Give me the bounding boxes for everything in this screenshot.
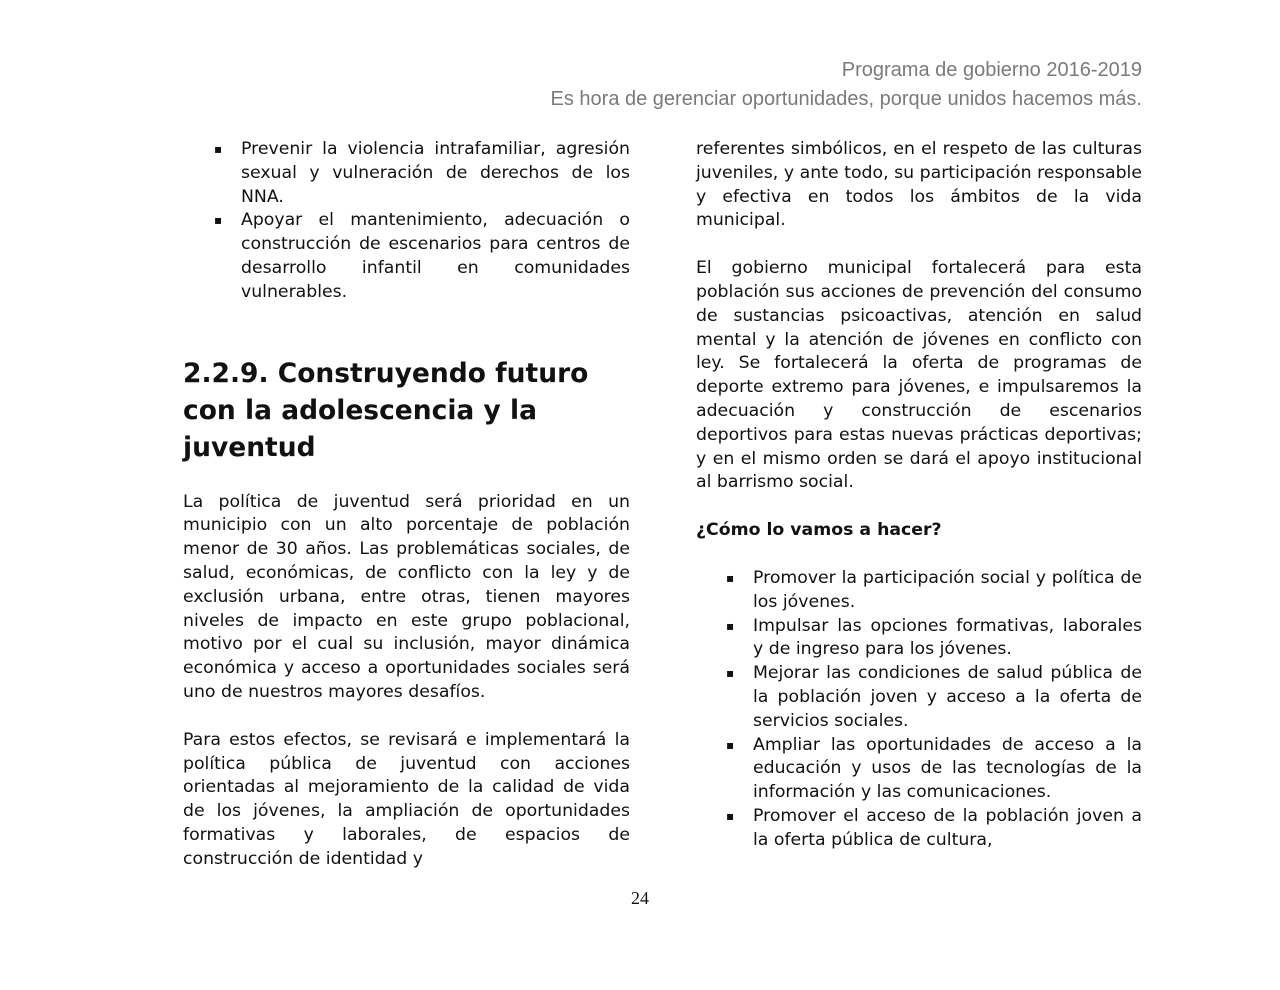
body-paragraph: La política de juventud será prioridad en un municipio con un alto porcentaje de población menor de 30 años. Las problemáticas sociales, de salud, económicas, de conflicto con la ley y de exclusión urbana, entre otras, tienen mayores niveles de impacto en este grupo poblacional, motivo por el cual su inclusión, mayor dinámica económica y acceso a oportunidades sociales será uno de nuestros mayores desafíos.	[183, 491, 630, 702]
list-item	[183, 138, 630, 209]
list-item-text: Prevenir la violencia intrafamiliar, agresión sexual y vulneración de derechos de los NNA.	[241, 139, 630, 207]
list-item	[696, 734, 1142, 805]
list-item-text: Apoyar el mantenimiento, adecuación o construcción de escenarios para centros de desarrollo infantil en comunidades vulnerables.	[241, 210, 630, 302]
list-item-text: Promover el acceso de la población joven a la oferta pública de cultura,	[753, 805, 1142, 850]
list-item	[696, 615, 1142, 663]
list-item-text: Promover la participación social y política de los jóvenes.	[753, 567, 1142, 612]
header-program-title: Programa de gobierno 2016-2019	[841, 59, 1142, 81]
list-item-text: Impulsar las opciones formativas, laborales y de ingreso para los jóvenes.	[753, 615, 1142, 660]
body-paragraph: referentes simbólicos, en el respeto de las culturas juveniles, y ante todo, su participación responsable y efectiva en todos los ámbitos de la vida municipal.	[696, 139, 1142, 231]
section-title: 2.2.9. Construyendo futuro con la adolescencia y la juventud	[183, 357, 589, 463]
list-item-text: Ampliar las oportunidades de acceso a la educación y usos de las tecnologías de la información y las comunicaciones.	[753, 734, 1142, 803]
list-item	[696, 805, 1142, 853]
page-number: 24	[631, 888, 649, 908]
bullet-square-icon: ▪	[726, 618, 735, 633]
list-item	[696, 662, 1142, 733]
bullet-square-icon: ▪	[726, 666, 735, 681]
left-bullet-list	[183, 138, 630, 305]
bullet-square-icon: ▪	[726, 570, 735, 585]
page-header	[551, 56, 1142, 114]
right-column	[696, 138, 1142, 853]
how-heading: ¿Cómo lo vamos a hacer?	[696, 520, 942, 541]
body-paragraph: Para estos efectos, se revisará e implementará la política pública de juventud con acciones orientadas al mejoramiento de la calidad de vida de los jóvenes, la ampliación de oportunidades formativas y laborales, de espacios de construcción de identidad y	[183, 729, 630, 869]
bullet-square-icon: ▪	[726, 737, 735, 752]
list-item-text: Mejorar las condiciones de salud pública de la población joven y acceso a la oferta de servicios sociales.	[753, 663, 1142, 731]
list-item	[696, 567, 1142, 615]
body-paragraph: El gobierno municipal fortalecerá para esta población sus acciones de prevención del consumo de sustancias psicoactivas, atención en salud mental y la atención de jóvenes en conflicto con ley. Se fortalecerá la oferta de programas de deporte extremo para jóvenes, e impulsaremos la adecuación y construcción de escenarios deportivos para estas nuevas prácticas deportivas; y en el mismo orden se dará el apoyo institucional al barrismo social.	[696, 258, 1142, 493]
bullet-square-icon: ▪	[214, 142, 223, 156]
bullet-square-icon: ▪	[726, 808, 735, 823]
right-bullet-list	[696, 567, 1142, 853]
bullet-square-icon: ▪	[214, 213, 223, 228]
list-item	[183, 209, 630, 304]
left-column	[183, 138, 630, 872]
header-slogan: Es hora de gerenciar oportunidades, porque unidos hacemos más.	[550, 88, 1142, 110]
